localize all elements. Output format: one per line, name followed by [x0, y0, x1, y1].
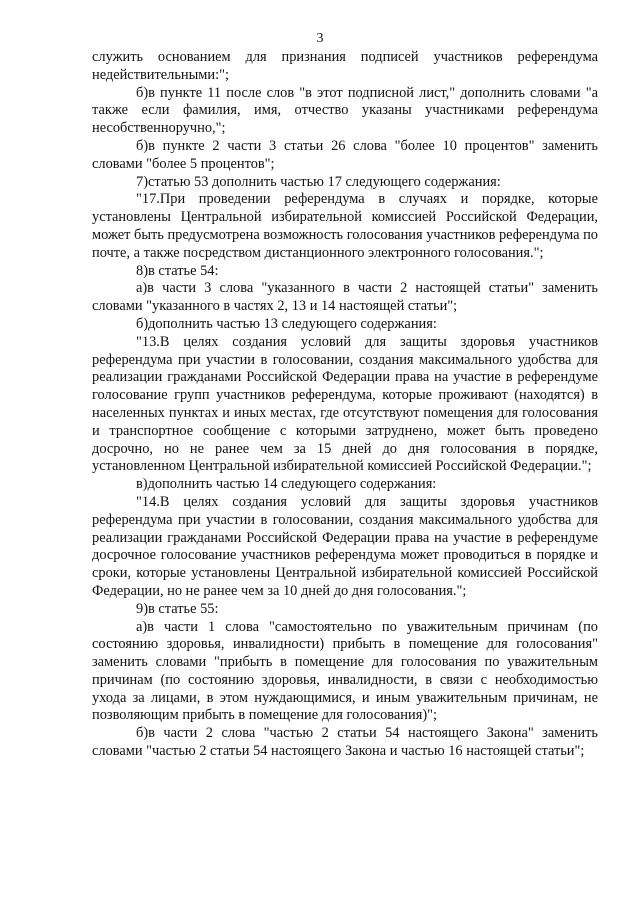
paragraph: 9)в статье 55: [136, 600, 219, 617]
paragraph: б)в пункте 2 части 3 статьи 26 слова "более 10 процентов" заменить словами "более 5 процентов"; [92, 137, 598, 172]
document-body [92, 49, 598, 761]
paragraph: в)дополнить частью 14 следующего содержания: [136, 476, 437, 493]
paragraph: б)в пункте 11 после слов "в этот подписной лист," дополнить словами "а также если фамилия, имя, отчество указаны участниками референдума несобственноручно,"; [92, 84, 598, 137]
paragraph: 7)статью 53 дополнить частью 17 следующего содержания: [136, 173, 501, 190]
paragraph: б)дополнить частью 13 следующего содержания: [136, 315, 437, 332]
paragraph: "14.В целях создания условий для защиты здоровья участников референдума при участии в голосовании, создания максимального удобства для реализации гражданами Российской Федерации права на участие в референдуме досрочное голосование участников референдума может проводиться в порядке и сроки, которые установлены Центральной избирательной комиссией Российской Федерации, но не ранее чем за 10 дней до дня голосования."; [92, 493, 598, 599]
page-number: 3 [316, 31, 324, 46]
paragraph: служить основанием для признания подписей участников референдума недействительными:"; [92, 49, 598, 83]
paragraph: б)в части 2 слова "частью 2 статьи 54 настоящего Закона" заменить словами "частью 2 статьи 54 настоящего Закона и частью 16 настоящей статьи"; [92, 725, 598, 760]
paragraph: а)в части 1 слова "самостоятельно по уважительным причинам (по состоянию здоровья, инвалидности) прибыть в помещение для голосования" заменить словами "прибыть в помещение для голосования по уважительным причинам (по состоянию здоровья, инвалидности, в связи с необходимостью ухода за лицами, в этом нуждающимися, и иным уважительным причинам, не позволяющим прибыть в помещение для голосования)"; [92, 618, 598, 724]
paragraph: 8)в статье 54: [136, 262, 219, 279]
paragraph: "17.При проведении референдума в случаях и порядке, которые установлены Центральной избирательной комиссией Российской Федерации, может быть предусмотрена возможность голосования участников референдума по почте, а также посредством дистанционного электронного голосования."; [92, 191, 598, 261]
paragraph: "13.В целях создания условий для защиты здоровья участников референдума при участии в голосовании, создания максимального удобства для реализации гражданами Российской Федерации права на участие в референдуме голосование групп участников референдума, которые проживают (находятся) в населенных пунктах и иных местах, где отсутствуют помещения для голосования и транспортное сообщение с которыми затруднено, может быть проведено досрочно, но не ранее чем за 15 дней до дня голосования в порядке, установленном Центральной избирательной комиссией Российской Федерации."; [92, 333, 598, 475]
paragraph: а)в части 3 слова "указанного в части 2 настоящей статьи" заменить словами "указанного в частях 2, 13 и 14 настоящей статьи"; [92, 280, 598, 315]
